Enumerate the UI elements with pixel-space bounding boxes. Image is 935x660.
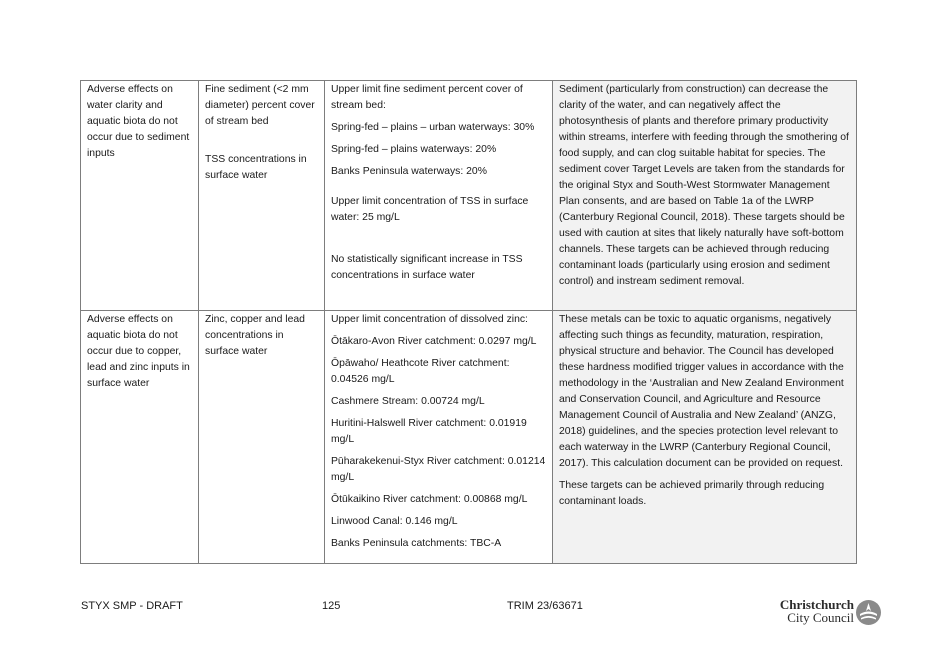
rationale-cell [553, 81, 857, 311]
council-logo [768, 598, 888, 628]
target-text: Cashmere Stream: 0.00724 mg/L [331, 396, 485, 407]
target-text: Linwood Canal: 0.146 mg/L [331, 516, 458, 527]
table-row [81, 81, 857, 311]
target-cell [325, 311, 553, 564]
target-text: Ōpāwaho/ Heathcote River catchment: 0.04526 mg/L [331, 358, 510, 385]
objective-text: Adverse effects on aquatic biota do not occur due to copper, lead and zinc inputs in surface water [87, 314, 190, 389]
target-text: Banks Peninsula waterways: 20% [331, 166, 487, 177]
attribute-cell [199, 311, 325, 564]
objective-cell [81, 81, 199, 311]
target-text: Spring-fed – plains – urban waterways: 30% [331, 122, 535, 133]
logo-line-1: Christchurch [779, 597, 854, 612]
attribute-text: Zinc, copper and lead concentrations in surface water [205, 314, 305, 357]
table-row [81, 311, 857, 564]
target-text: Upper limit fine sediment percent cover of stream bed: [331, 84, 523, 111]
target-text: Banks Peninsula catchments: TBC-A [331, 538, 502, 549]
target-text: Ōtūkaikino River catchment: 0.00868 mg/L [331, 494, 528, 505]
attribute-cell [199, 81, 325, 311]
footer-trim-reference: TRIM 23/63671 [507, 600, 583, 612]
cathedral-emblem-icon [855, 599, 882, 626]
target-text: Upper limit concentration of TSS in surface water: 25 mg/L [331, 196, 529, 223]
rationale-text: These targets can be achieved primarily through reducing contaminant loads. [559, 480, 825, 507]
rationale-text: These metals can be toxic to aquatic organisms, negatively affecting such things as fecundity, maturation, respiration, physical structure and behavior. The Council has developed these hardness modified trigger values in accordance with the methodology in the ‘Australian and New Zealand Environment and Conservation Council, and Agriculture and Resource Management Council of Australia and New Zealand’ (ANZG, 2018) guidelines, and the species protection level relevant to each waterway in the LWRP (Canterbury Regional Council, 2017). This calculation document can be provided on request. [559, 314, 844, 469]
target-text: Huritini-Halswell River catchment: 0.01919 mg/L [331, 418, 527, 445]
attribute-text: Fine sediment (<2 mm diameter) percent cover of stream bed [205, 84, 315, 127]
footer-page-number: 125 [322, 600, 341, 612]
target-text: Spring-fed – plains waterways: 20% [331, 144, 497, 155]
footer-doc-title: STYX SMP - DRAFT [81, 600, 183, 612]
target-text: Pūharakekenui-Styx River catchment: 0.01214 mg/L [331, 456, 546, 483]
rationale-cell [553, 311, 857, 564]
objective-cell [81, 311, 199, 564]
logo-line-2: City Council [787, 610, 854, 625]
target-text: Ōtākaro-Avon River catchment: 0.0297 mg/L [331, 336, 537, 347]
target-text: No statistically significant increase in TSS concentrations in surface water [331, 254, 523, 281]
target-text: Upper limit concentration of dissolved zinc: [331, 314, 528, 325]
target-cell [325, 81, 553, 311]
attribute-text: TSS concentrations in surface water [205, 154, 307, 181]
objective-text: Adverse effects on water clarity and aquatic biota do not occur due to sediment inputs [87, 84, 190, 159]
standards-table [80, 80, 857, 564]
rationale-text: Sediment (particularly from construction) can decrease the clarity of the water, and can negatively affect the photosynthesis of plants and therefore primary productivity within streams, interfere with feeding through the smothering of food supply, and can clog suitable habitat for species. The sediment cover Target Levels are taken from the standards for the original Styx and South-West Stormwater Management Plan consents, and are based on Table 1a of the LWRP (Canterbury Regional Council, 2018). These targets should be used with caution at sites that likely naturally have soft-bottom channels. These targets can be achieved through reducing contaminant loads (particularly using erosion and sediment control) and instream sediment removal. [559, 84, 849, 287]
